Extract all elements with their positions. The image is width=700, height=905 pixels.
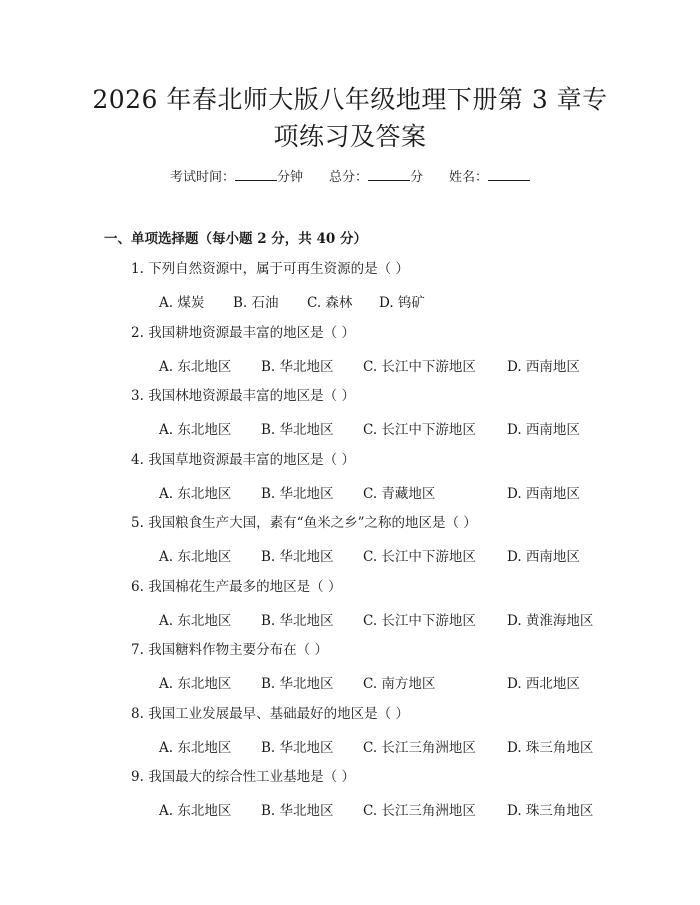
option-b[interactable]: B. 华北地区 — [261, 803, 334, 819]
option-c[interactable]: C. 长江三角洲地区 — [363, 803, 476, 819]
question-number: 2. — [131, 324, 144, 341]
question-text: 我国棉花生产最多的地区是（ ） — [148, 578, 342, 595]
question-3 — [131, 386, 355, 406]
question-7 — [131, 640, 328, 660]
option-b[interactable]: B. 华北地区 — [261, 549, 334, 565]
option-d[interactable]: D. 珠三角地区 — [507, 739, 594, 756]
name-blank[interactable] — [488, 167, 530, 181]
question-text: 下列自然资源中，属于可再生资源的是（ ） — [148, 261, 409, 277]
exam-info-line — [0, 167, 700, 188]
option-a[interactable]: A. 东北地区 — [159, 803, 232, 819]
time-label: 考试时间： — [169, 170, 235, 185]
question-text: 我国草地资源最丰富的地区是（ ） — [148, 451, 355, 468]
name-label: 姓名： — [449, 170, 489, 185]
question-text: 我国最大的综合性工业基地是（ ） — [148, 769, 355, 785]
document-title-line-1: 2026 年春北师大版八年级地理下册第 3 章专 — [92, 85, 608, 114]
option-a[interactable]: A. 东北地区 — [159, 422, 232, 438]
question-8 — [131, 704, 409, 724]
question-text: 我国粮食生产大国，素有“鱼米之乡”之称的地区是（ ） — [148, 515, 477, 531]
option-a[interactable]: A. 煤炭 — [159, 295, 205, 311]
option-b[interactable]: B. 华北地区 — [261, 485, 334, 502]
option-a[interactable]: A. 东北地区 — [159, 676, 232, 692]
option-c[interactable]: C. 长江中下游地区 — [363, 612, 476, 629]
option-c[interactable]: C. 长江中下游地区 — [363, 549, 476, 565]
option-d[interactable]: D. 西南地区 — [507, 485, 580, 502]
option-b[interactable]: B. 华北地区 — [261, 358, 334, 375]
option-c[interactable]: C. 森林 — [307, 295, 353, 311]
option-b[interactable]: B. 华北地区 — [261, 676, 334, 692]
score-label: 总分： — [328, 170, 368, 185]
question-text: 我国耕地资源最丰富的地区是（ ） — [148, 324, 355, 341]
question-number: 6. — [131, 578, 144, 595]
question-number: 1. — [131, 261, 144, 277]
option-a[interactable]: A. 东北地区 — [159, 549, 232, 565]
section-title: 一、单项选择题（每小题 2 分，共 40 分） — [104, 231, 367, 247]
option-a[interactable]: A. 东北地区 — [159, 358, 232, 375]
question-2 — [131, 323, 355, 343]
option-d[interactable]: D. 西南地区 — [507, 549, 580, 565]
option-c[interactable]: C. 长江三角洲地区 — [363, 739, 476, 756]
question-number: 3. — [131, 388, 144, 404]
option-c[interactable]: C. 青藏地区 — [363, 485, 436, 502]
option-b[interactable]: B. 华北地区 — [261, 422, 334, 438]
question-number: 4. — [131, 451, 144, 468]
option-d[interactable]: D. 钨矿 — [379, 295, 425, 311]
option-a[interactable]: A. 东北地区 — [159, 485, 232, 502]
question-6 — [131, 577, 341, 597]
time-unit: 分钟 — [276, 170, 303, 185]
option-b[interactable]: B. 华北地区 — [261, 739, 334, 756]
option-d[interactable]: D. 西南地区 — [507, 358, 580, 375]
question-text: 我国林地资源最丰富的地区是（ ） — [148, 388, 355, 404]
score-blank[interactable] — [368, 167, 410, 181]
question-number: 9. — [131, 769, 144, 785]
option-a[interactable]: A. 东北地区 — [159, 612, 232, 629]
document-title-line-2: 项练习及答案 — [273, 122, 427, 151]
option-d[interactable]: D. 西南地区 — [507, 422, 580, 438]
option-c[interactable]: C. 长江中下游地区 — [363, 422, 476, 438]
question-1 — [131, 259, 409, 279]
option-d[interactable]: D. 西北地区 — [507, 676, 580, 692]
option-b[interactable]: B. 石油 — [233, 295, 279, 311]
question-number: 8. — [131, 705, 144, 722]
question-5 — [131, 513, 477, 533]
question-text: 我国工业发展最早、基础最好的地区是（ ） — [148, 705, 409, 722]
question-9 — [131, 767, 355, 787]
option-c[interactable]: C. 长江中下游地区 — [363, 358, 476, 375]
time-blank[interactable] — [235, 167, 277, 181]
question-number: 7. — [131, 642, 144, 658]
option-a[interactable]: A. 东北地区 — [159, 739, 232, 756]
option-d[interactable]: D. 黄淮海地区 — [507, 612, 594, 629]
question-number: 5. — [131, 515, 144, 531]
question-4 — [131, 450, 355, 470]
option-c[interactable]: C. 南方地区 — [363, 676, 436, 692]
question-text: 我国糖料作物主要分布在（ ） — [148, 642, 328, 658]
option-b[interactable]: B. 华北地区 — [261, 612, 334, 629]
option-d[interactable]: D. 珠三角地区 — [507, 803, 594, 819]
score-unit: 分 — [410, 170, 424, 185]
